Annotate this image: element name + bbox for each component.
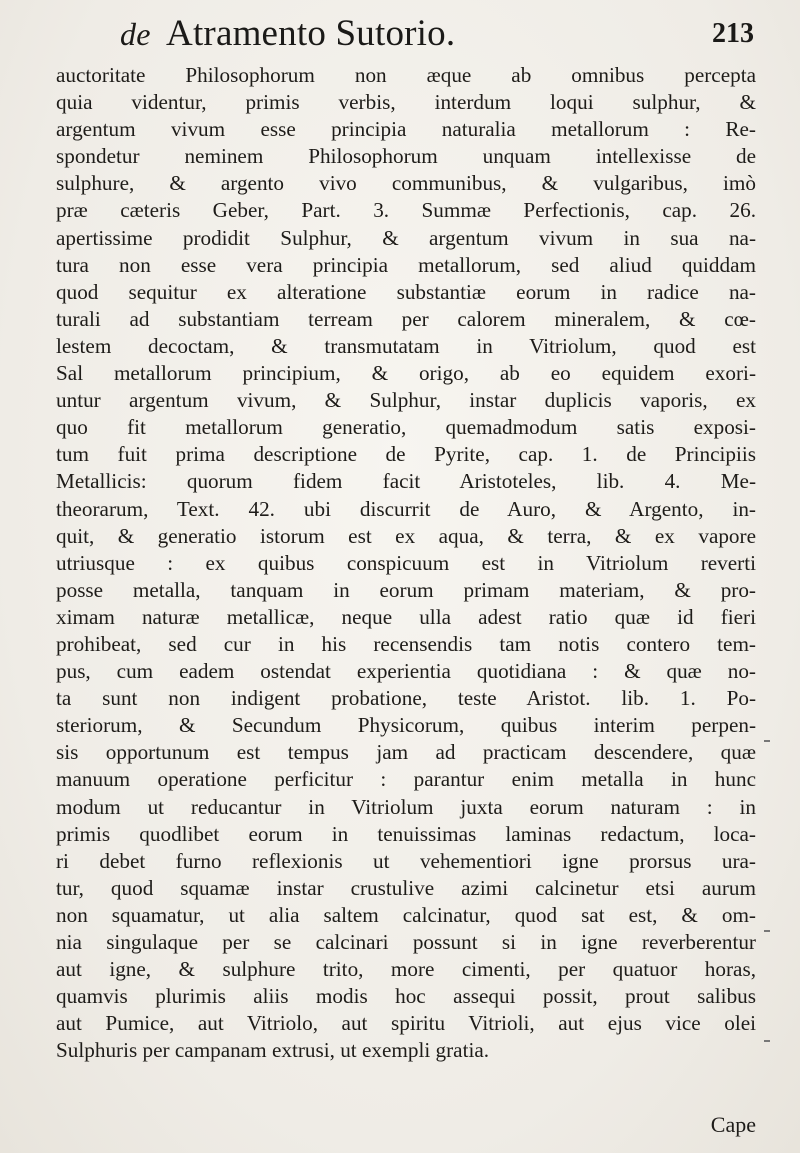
text-line: Sal metallorum principium, & origo, ab eo equidem exori- [56, 361, 756, 386]
text-line: Metallicis: quorum fidem facit Aristoteles, lib. 4. Me- [56, 469, 756, 494]
margin-mark [764, 740, 770, 742]
text-line: turali ad substantiam terream per calorem mineralem, & cœ- [56, 306, 756, 331]
text-line: nia singulaque per se calcinari possunt si in igne reverberentur [56, 930, 756, 954]
text-line: lestem decoctam, & transmutatam in Vitriolum, quod est [56, 333, 756, 358]
running-head [120, 12, 455, 55]
text-line: posse metalla, tanquam in eorum primam materiam, & pro- [56, 577, 756, 602]
running-head-title: Atramento Sutorio. [166, 13, 456, 54]
text-line: tum fuit prima descriptione de Pyrite, cap. 1. de Principiis [56, 442, 756, 467]
text-line: tur, quod squamæ instar crustulive azimi calcinetur etsi aurum [56, 875, 756, 900]
text-line: aut Pumice, aut Vitriolo, aut spiritu Vitrioli, aut ejus vice olei [56, 1011, 756, 1036]
margin-mark [764, 930, 770, 932]
text-line: quod sequitur ex alteratione substantiæ eorum in radice na- [56, 279, 756, 304]
text-line: manuum operatione perficitur : parantur enim metalla in hunc [56, 767, 756, 792]
text-line: argentum vivum esse principia naturalia metallorum : Re- [56, 117, 756, 142]
page-header [40, 6, 760, 62]
text-line: primis quodlibet eorum in tenuissimas laminas redactum, loca- [56, 821, 756, 846]
text-line: ta sunt non indigent probatione, teste Aristot. lib. 1. Po- [56, 686, 756, 711]
text-line: ri debet furno reflexionis ut vehementiori igne prorsus ura- [56, 848, 756, 873]
body-text [56, 62, 756, 1064]
text-line: spondetur neminem Philosophorum unquam intellexisse de [56, 144, 756, 169]
text-line: auctoritate Philosophorum non æque ab omnibus percepta [56, 63, 756, 87]
text-line: quia videntur, primis verbis, interdum loqui sulphur, & [56, 90, 756, 115]
text-line: steriorum, & Secundum Physicorum, quibus interim perpen- [56, 713, 756, 738]
text-line: aut igne, & sulphure trito, more cimenti, per quatuor horas, [56, 957, 756, 982]
text-line: pus, cum eadem ostendat experientia quotidiana : & quæ no- [56, 659, 756, 684]
text-line: non squamatur, ut alia saltem calcinatur, quod sat est, & om- [56, 902, 756, 927]
running-head-preposition: de [120, 16, 151, 52]
text-line: utriusque : ex quibus conspicuum est in Vitriolum reverti [56, 550, 756, 575]
text-line: quamvis plurimis aliis modis hoc assequi possit, prout salibus [56, 984, 756, 1009]
text-line: theorarum, Text. 42. ubi discurrit de Auro, & Argento, in- [56, 496, 756, 521]
text-line: sis opportunum est tempus jam ad practicam descendere, quæ [56, 740, 756, 765]
margin-mark [764, 1040, 770, 1042]
catchword: Cape [710, 1112, 756, 1137]
text-line: apertissime prodidit Sulphur, & argentum vivum in sua na- [56, 225, 756, 250]
text-line: untur argentum vivum, & Sulphur, instar duplicis vaporis, ex [56, 388, 756, 413]
text-line: ximam naturæ metallicæ, neque ulla adest ratio quæ id fieri [56, 604, 756, 629]
text-line: prohibeat, sed cur in his recensendis tam notis contero tem- [56, 631, 756, 656]
text-line: sulphure, & argento vivo communibus, & vulgaribus, imò [56, 171, 756, 196]
text-line: Sulphuris per campanam extrusi, ut exempli gratia. [56, 1038, 490, 1063]
text-line: præ cæteris Geber, Part. 3. Summæ Perfectionis, cap. 26. [56, 198, 756, 223]
text-line: tura non esse vera principia metallorum, sed aliud quiddam [56, 252, 756, 277]
page-number: 213 [712, 18, 754, 49]
text-line: quit, & generatio istorum est ex aqua, & terra, & ex vapore [56, 523, 756, 548]
text-line: modum ut reducantur in Vitriolum juxta eorum naturam : in [56, 794, 756, 819]
text-line: quo fit metallorum generatio, quemadmodum satis exposi- [56, 415, 756, 440]
